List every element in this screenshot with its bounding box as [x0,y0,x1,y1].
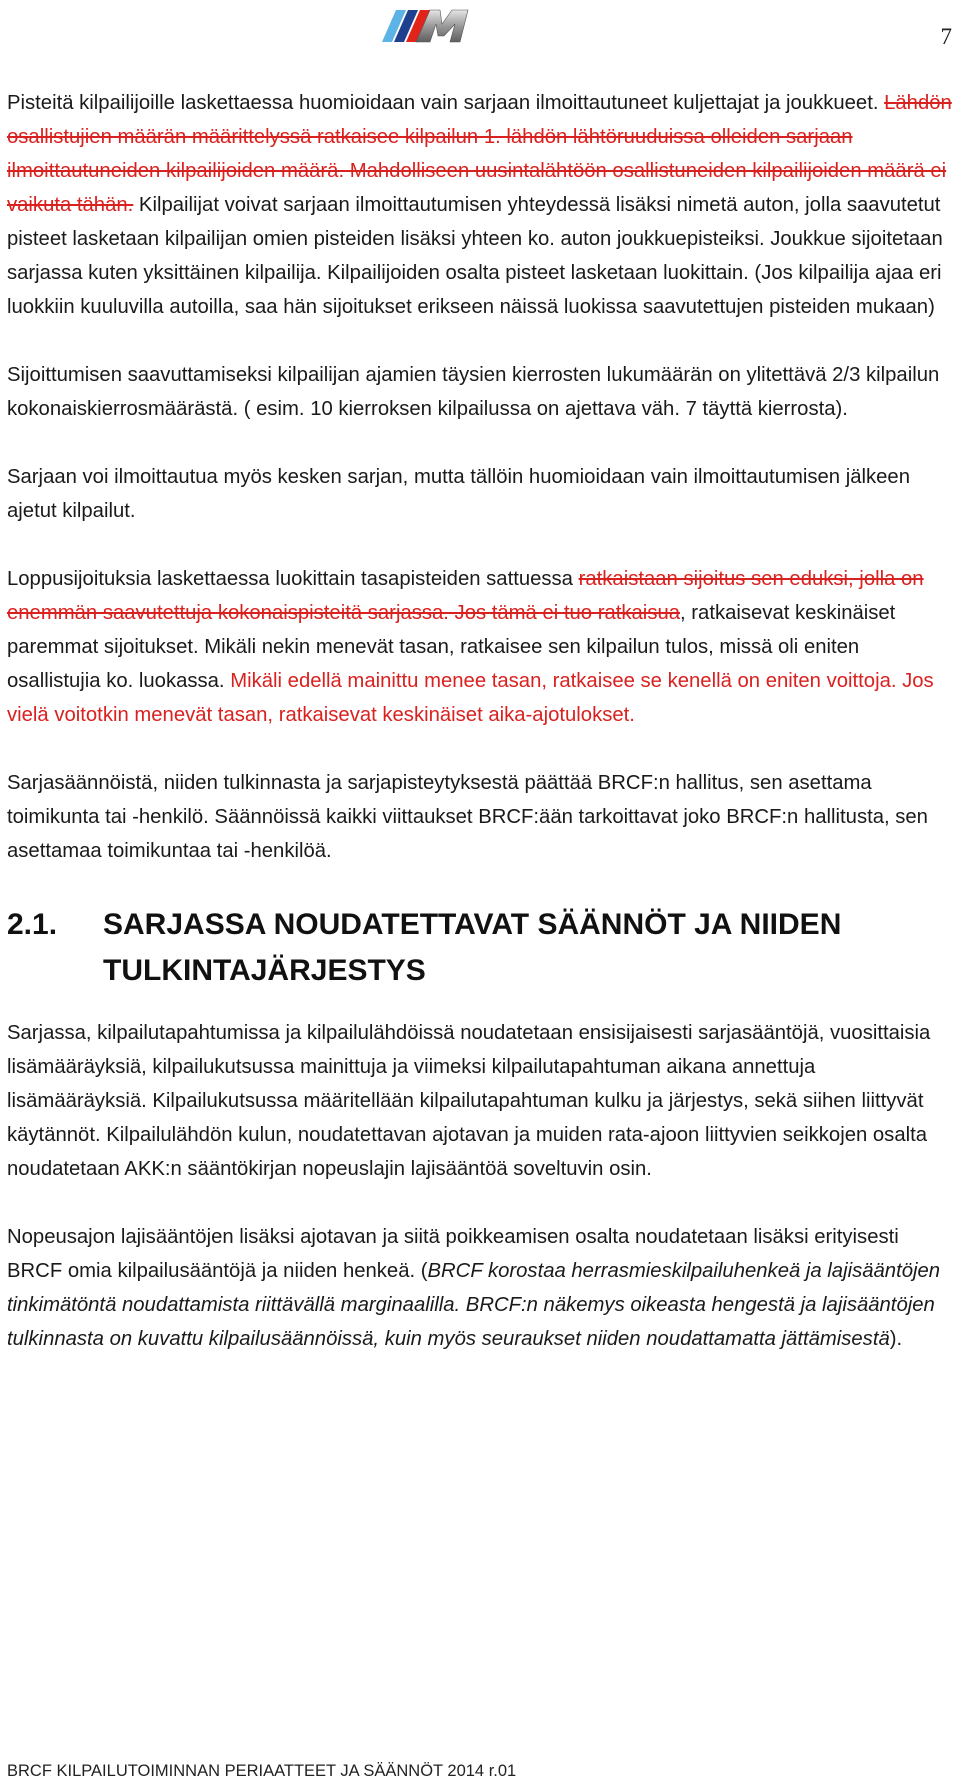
bmw-m-logo-icon [376,6,476,44]
italic-text: BRCF korostaa herrasmieskilpailuhenkeä ja lajisääntöjen tinkimätöntä noudattamista riittävällä marginaalilla. BRCF:n näkemys oikeasta hengestä ja lajisääntöjen tulkinnasta on kuvattu kilpailusäännöissä, kuin myös seuraukset niiden noudattamatta jättämisestä [7,1260,941,1350]
paragraph-speed-rules [7,1220,953,1356]
paragraph-placement: Sijoittumisen saavuttamiseksi kilpailijan ajamien täysien kierrosten lukumäärän on ylitettävä 2/3 kilpailun kokonaiskierrosmäärästä. ( esim. 10 kierroksen kilpailussa on ajettava väh. 7 täyttä kierrosta). [7,364,940,420]
paragraph-text: Kilpailijat voivat sarjaan ilmoittautumisen yhteydessä lisäksi nimetä auton, jolla saavutetut pisteet lasketaan kilpailijan omien pisteiden lisäksi yhteen ko. auton joukkuepisteiksi. Joukkue sijoitetaan sarjassa kuten yksittäinen kilpailija. Kilpailijoiden osalta pisteet lasketaan luokittain. (Jos kilpailija ajaa eri luokkiin kuuluvilla autoilla, saa hän sijoitukset erikseen näissä luokissa saavutettujen pisteiden mukaan) [7,194,943,318]
paragraph-rules-order: Sarjassa, kilpailutapahtumissa ja kilpailulähdöissä noudatetaan ensisijaisesti sarjasääntöjä, vuosittaisia lisämääräyksiä, kilpailukutsussa mainittuja ja viimeksi kilpailutapahtuman aikana annettuja lisämääräyksiä. Kilpailukutsussa määritellään kilpailutapahtuman kulku ja järjestys, sekä siihen liittyvät käytännöt. Kilpailulähdön kulun, noudatettavan ajotavan ja muiden rata-ajoon liittyvien seikkojen osalta noudatetaan AKK:n sääntökirjan nopeuslajin lajisääntöä soveltuvin osin. [7,1022,931,1180]
paragraph-interpretation: Sarjasäännöistä, niiden tulkinnasta ja sarjapisteytyksestä päättää BRCF:n hallitus, sen asettama toimikunta tai -henkilö. Säännöissä kaikki viittaukset BRCF:ään tarkoittavat joko BRCF:n hallitusta, sen asettamaa toimikuntaa tai -henkilöä. [7,772,928,862]
section-number: 2.1. [7,908,58,941]
paragraph-registration: Sarjaan voi ilmoittautua myös kesken sarjan, mutta tällöin huomioidaan vain ilmoittautumisen jälkeen ajetut kilpailut. [7,466,910,522]
added-text: Mikäli edellä mainittu menee tasan, ratkaisee se kenellä on eniten voittoja. Jos vielä voitotkin menevät tasan, ratkaisevat keskinäiset aika-ajotulokset. [7,670,934,726]
paragraph-scoring [7,86,953,324]
deleted-text: ratkaistaan sijoitus sen eduksi, jolla on enemmän saavutettuja kokonaispisteitä sarjassa. Jos tämä ei tuo ratkaisua [7,568,924,624]
deleted-text: Lähdön osallistujien määrän määrittelyssä ratkaisee kilpailun 1. lähdön lähtöruuduissa olleiden sarjaan ilmoittautuneiden kilpailijoiden määrä. Mahdolliseen uusintalähtöön osallistuneiden kilpailijoiden määrä ei vaikuta tähän. [7,92,952,216]
paragraph-text: Loppusijoituksia laskettaessa luokittain tasapisteiden sattuessa [7,568,579,590]
paragraph-text: , ratkaisevat keskinäiset paremmat sijoitukset. Mikäli nekin menevät tasan, ratkaisee sen kilpailun tulos, missä oli eniten osallistujia ko. luokassa. [7,602,896,692]
page-number: 7 [940,24,952,49]
section-heading [7,902,953,994]
document-body [7,86,953,1356]
section-title: SARJASSA NOUDATETTAVAT SÄÄNNÖT JA NIIDEN TULKINTAJÄRJESTYS [103,908,842,987]
paragraph-tiebreak [7,562,953,732]
paragraph-text: Pisteitä kilpailijoille laskettaessa huomioidaan vain sarjaan ilmoittautuneet kuljettajat ja joukkueet. [7,92,885,114]
paragraph-text: ). [889,1328,903,1350]
paragraph-text: Nopeusajon lajisääntöjen lisäksi ajotavan ja siitä poikkeamisen osalta noudatetaan lisäksi erityisesti BRCF omia kilpailusääntöjä ja niiden henkeä. ( [7,1226,899,1282]
page-footer: BRCF KILPAILUTOIMINNAN PERIAATTEET JA SÄÄNNÖT 2014 r.01 [7,1762,517,1780]
